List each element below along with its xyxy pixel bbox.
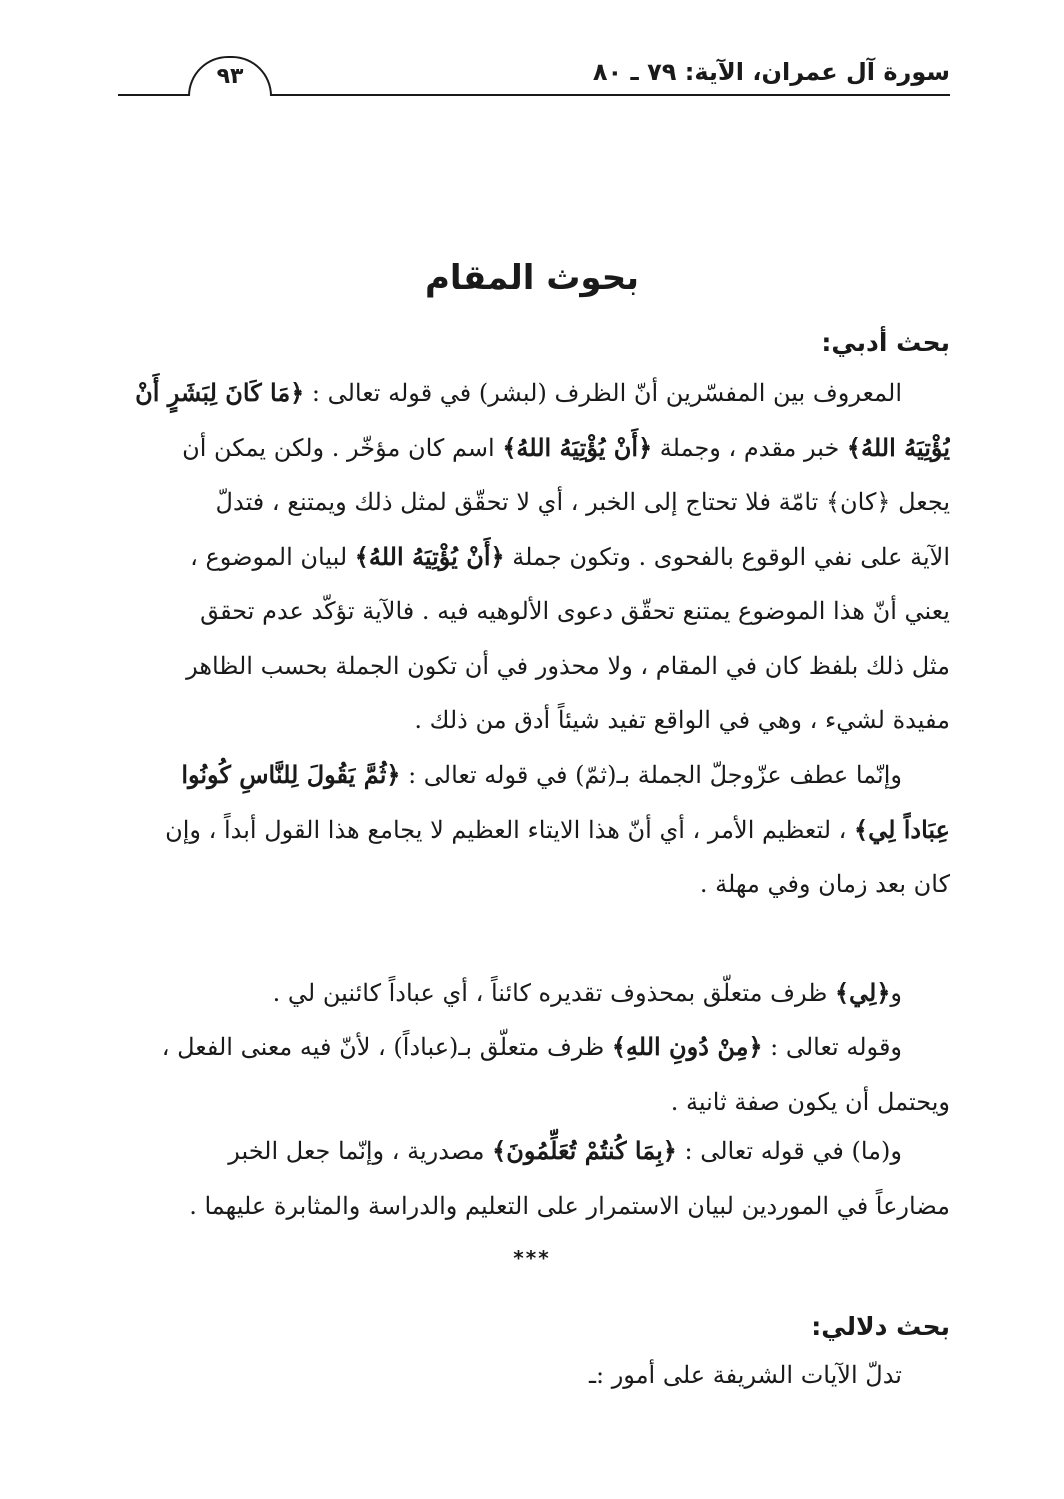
quran-quote: يُؤْتِيَهُ اللهُ﴾ (846, 432, 950, 462)
quran-quote: ﴿ثُمَّ يَقُولَ لِلنَّاسِ كُونُوا (181, 760, 401, 789)
quran-quote: ﴿مَا كَانَ لِبَشَرٍ أَنْ (135, 378, 305, 407)
quran-quote: عِبَاداً لِي﴾ (854, 814, 950, 844)
text-line: مفيدة لشيء ، وهي في الواقع تفيد شيئاً أدق من ذلك . (414, 706, 950, 734)
text-line: يعني أنّ هذا الموضوع يمتنع تحقّق دعوى الألوهيه فيه . فالآية تؤكّد عدم تحقق (200, 597, 950, 625)
paragraph-2 (112, 748, 950, 912)
paragraph-5 (112, 1124, 950, 1233)
text-line: الآية على نفي الوقوع بالفحوى . وتكون جملة ﴿أَنْ يُؤْتِيَهُ اللهُ﴾ لبيان الموضوع ، (190, 541, 950, 571)
text-line: و﴿لِي﴾ ظرف متعلّق بمحذوف تقديره كائناً ، أي عباداً كائنين لي . (272, 978, 902, 1007)
quran-quote: ﴿مِنْ دُونِ اللهِ﴾ (611, 1032, 763, 1061)
section-title: بحوث المقام (425, 258, 639, 298)
paragraph-1 (112, 366, 950, 748)
quran-quote: ﴿لِي﴾ (834, 978, 891, 1007)
literary-heading: بحث أدبي: (821, 328, 950, 357)
text-line: وقوله تعالى : ﴿مِنْ دُونِ اللهِ﴾ ظرف متعلّق بـ(عباداً) ، لأنّ فيه معنى الفعل ، (161, 1032, 902, 1061)
text-line: المعروف بين المفسّرين أنّ الظرف (لبشر) في قوله تعالى : ﴿مَا كَانَ لِبَشَرٍ أَنْ (135, 378, 902, 407)
running-header (118, 56, 950, 96)
quran-quote: ﴿أَنْ يُؤْتِيَهُ اللهُ﴾ (354, 541, 505, 571)
paragraph-4 (112, 1020, 950, 1129)
header-title: سورة آل عمران، الآية: ٧٩ ـ ٨٠ (592, 58, 950, 86)
quran-quote: ﴿بِمَا كُنتُمْ تُعَلِّمُونَ﴾ (492, 1136, 677, 1165)
text-line: عِبَاداً لِي﴾ ، لتعظيم الأمر ، أي أنّ هذا الايتاء العظيم لا يجامع هذا القول أبداً ، وإن (165, 814, 950, 844)
text-line: كان بعد زمان وفي مهلة . (699, 870, 950, 898)
semantic-heading: بحث دلالي: (811, 1312, 950, 1341)
page-number: ٩٣ (188, 56, 272, 96)
text-line: و(ما) في قوله تعالى : ﴿بِمَا كُنتُمْ تُعَلِّمُونَ﴾ مصدرية ، وإنّما جعل الخبر (228, 1136, 902, 1165)
text-line: ويحتمل أن يكون صفة ثانية . (670, 1087, 950, 1116)
text-line: يجعل ﴿كان﴾ تامّة فلا تحتاج إلى الخبر ، أي لا تحقّق لمثل ذلك ويمتنع ، فتدلّ (215, 488, 950, 516)
text-line: مثل ذلك بلفظ كان في المقام ، ولا محذور في أن تكون الجملة بحسب الظاهر (186, 651, 950, 680)
text-line: مضارعاً في الموردين لبيان الاستمرار على التعليم والدراسة والمثابرة عليهما . (189, 1191, 950, 1220)
section-separator: *** (513, 1246, 551, 1270)
paragraph-6 (112, 1348, 950, 1403)
quran-quote: ﴿أَنْ يُؤْتِيَهُ اللهُ﴾ (502, 432, 653, 462)
text-line: يُؤْتِيَهُ اللهُ﴾ خبر مقدم ، وجملة ﴿أَنْ يُؤْتِيَهُ اللهُ﴾ اسم كان مؤخّر . ولكن يمكن أن (182, 432, 950, 462)
text-line: تدلّ الآيات الشريفة على أمور :ـ (588, 1361, 902, 1389)
paragraph-3 (112, 966, 950, 1021)
text-line: وإنّما عطف عزّوجلّ الجملة بـ(ثمّ) في قوله تعالى : ﴿ثُمَّ يَقُولَ لِلنَّاسِ كُونُوا (181, 760, 902, 789)
